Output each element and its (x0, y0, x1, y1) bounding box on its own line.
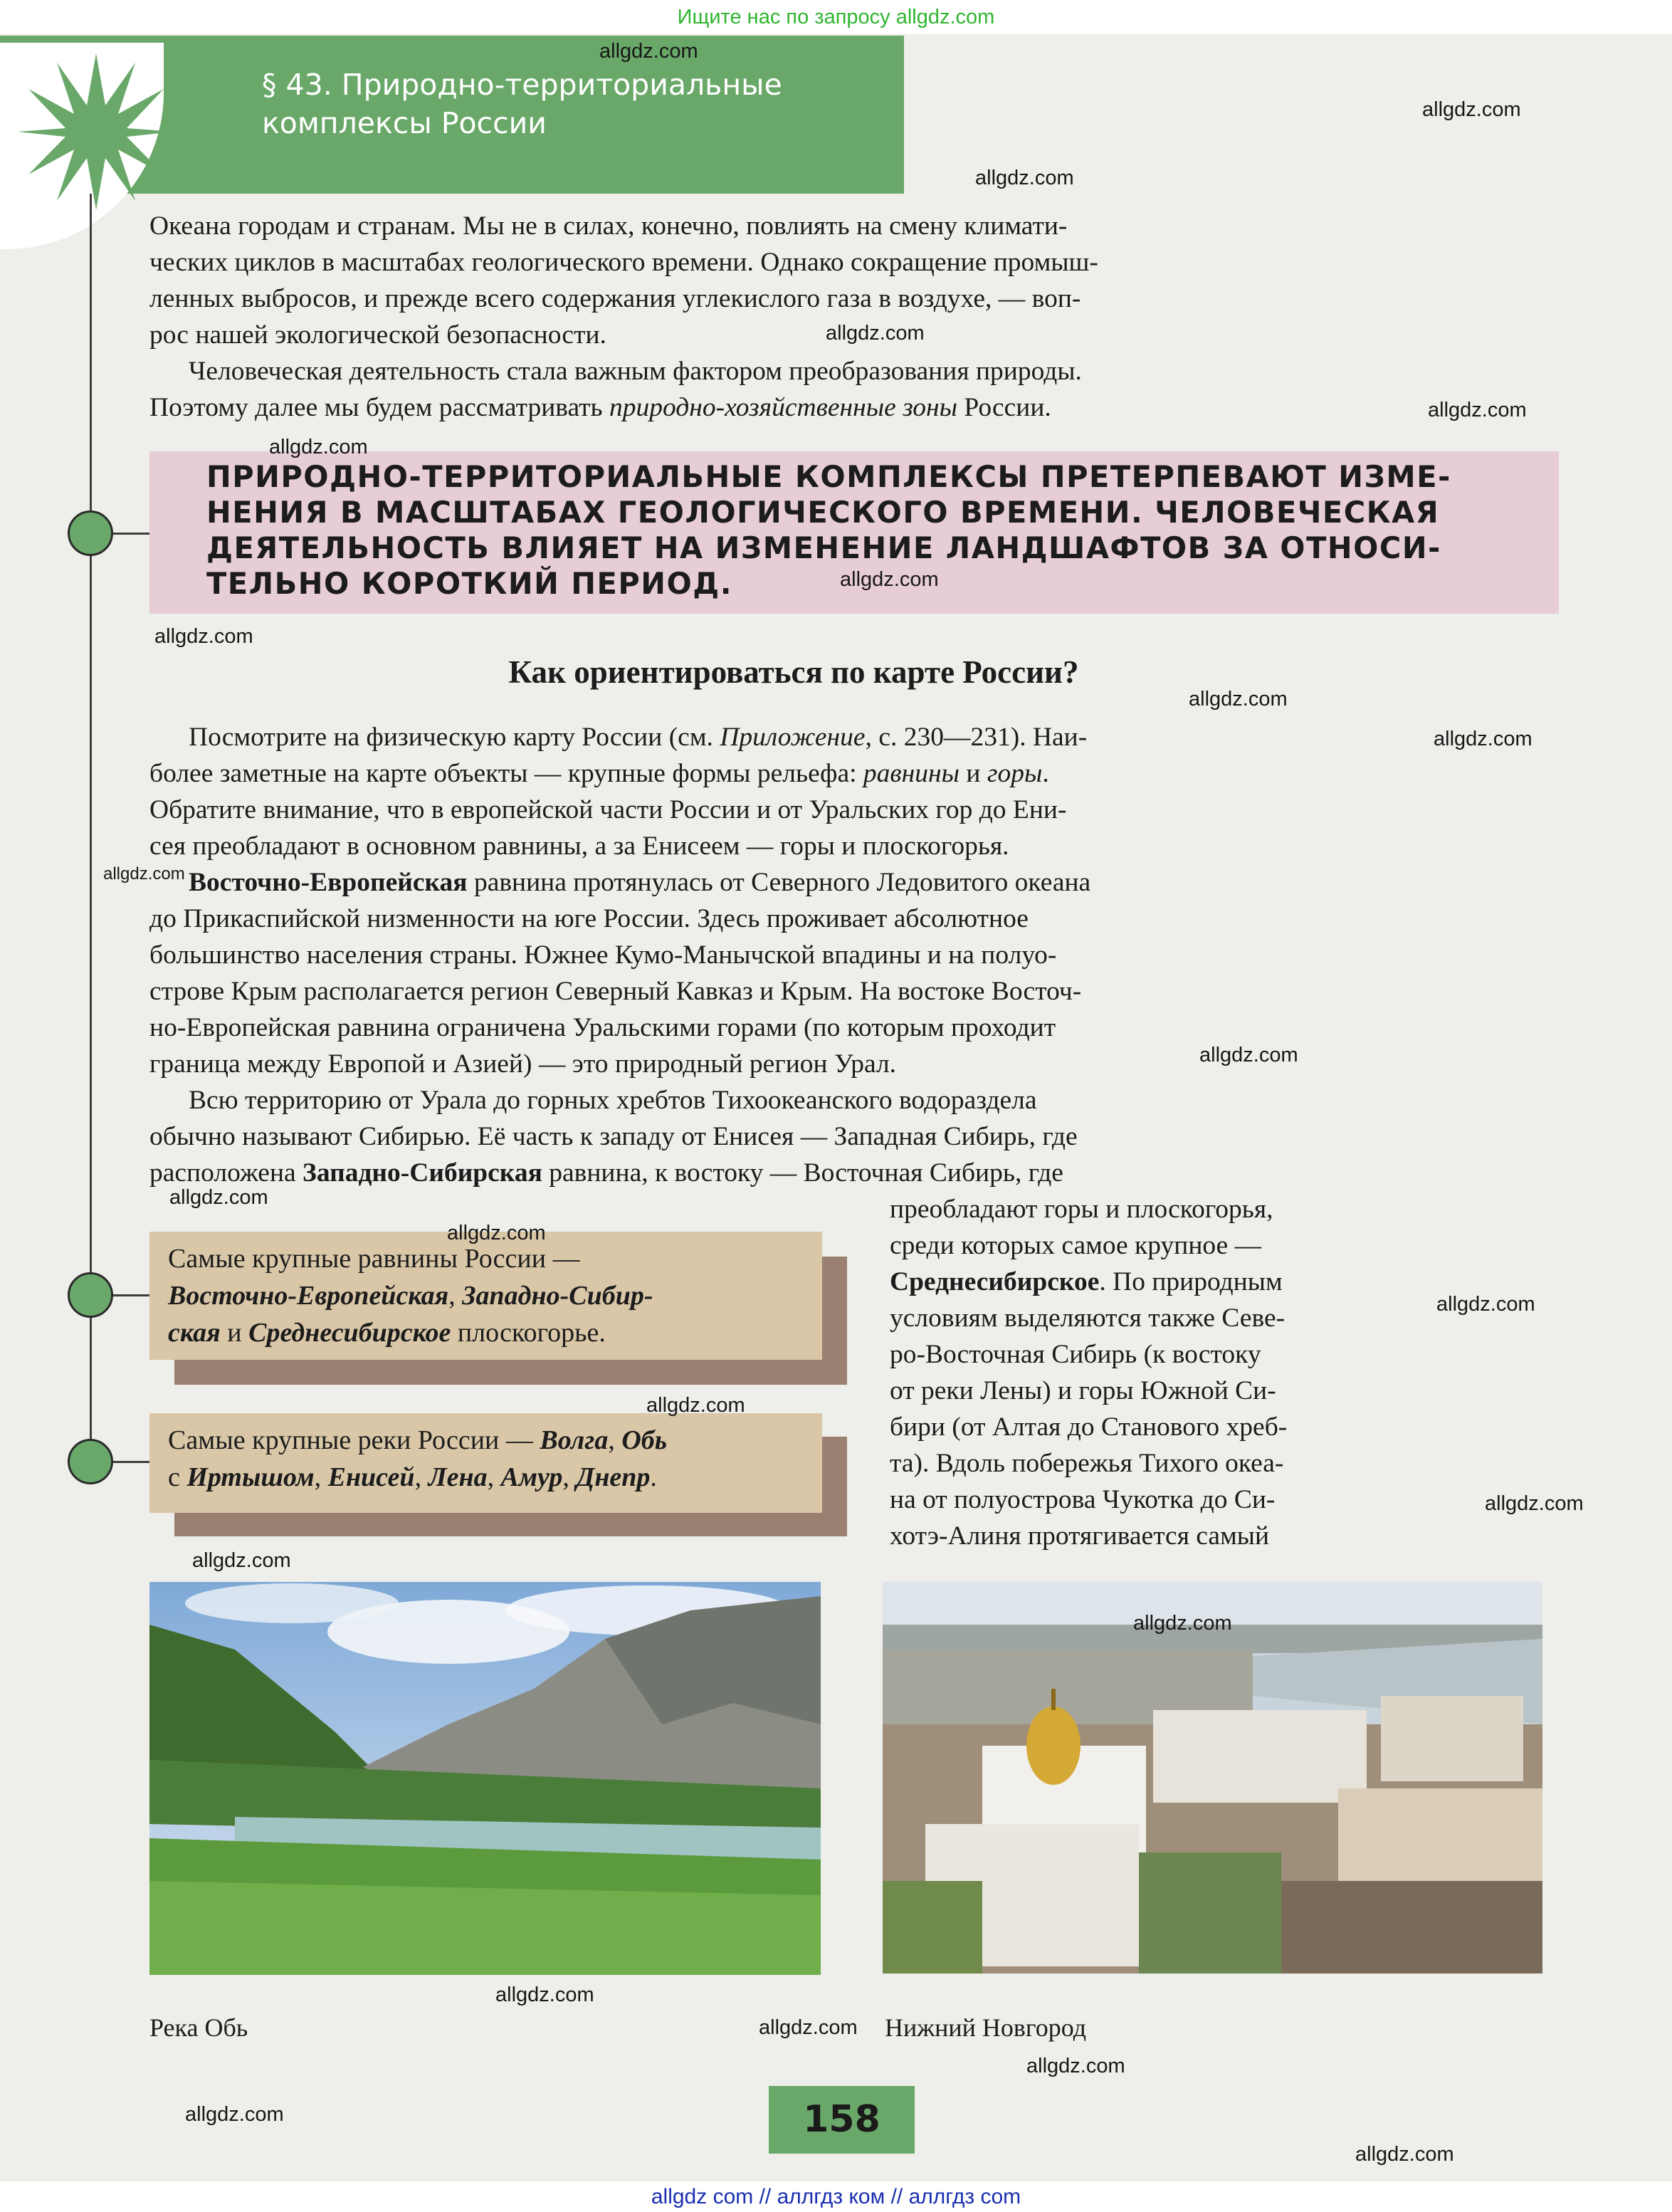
text-line: бири (от Алтая до Станового хреб- (890, 1412, 1288, 1442)
watermark-text: allgdz.com (646, 1394, 745, 1417)
chapter-title (262, 65, 782, 142)
text-line (890, 1264, 1438, 1300)
note-plains-text (168, 1240, 809, 1351)
watermark-text: allgdz.com (1485, 1492, 1584, 1515)
text-line (149, 389, 1438, 426)
text-span: , (487, 1462, 501, 1492)
text-line: рос нашей экологической безопасности. (149, 320, 606, 350)
text-span: расположена (149, 1158, 303, 1188)
text-line: ленных выбросов, и прежде всего содержания углекислого газа в воздухе, — воп- (149, 284, 1081, 313)
bullet-dot-icon (68, 1272, 113, 1318)
paragraph-3 (149, 719, 1438, 864)
text-line: ДЕЯТЕЛЬНОСТЬ ВЛИЯЕТ НА ИЗМЕНЕНИЕ ЛАНДШАФТОВ ЗА ОТНОСИ- (206, 530, 1441, 565)
section-heading: Как ориентироваться по карте России? (508, 654, 1079, 690)
text-line: Океана городам и странам. Мы не в силах, конечно, повлиять на смену климати- (149, 211, 1068, 241)
bold-term: Западно-Сибирская (303, 1158, 542, 1188)
text-line: Человеческая деятельность стала важным фактором преобразования природы. (189, 357, 1082, 386)
watermark-text: allgdz.com (154, 625, 253, 648)
text-line: Самые крупные равнины России — (168, 1244, 580, 1274)
text-line: ро-Восточная Сибирь (к востоку (890, 1340, 1261, 1369)
watermark-text: allgdz.com (599, 40, 698, 63)
bold-italic-term: Амур (500, 1462, 563, 1492)
text-line: та). Вдоль побережья Тихого океа- (890, 1449, 1284, 1478)
photo-nizhny-novgorod (883, 1582, 1542, 1973)
bold-italic-term: Днепр (576, 1462, 651, 1492)
text-line (168, 1314, 809, 1351)
text-span: , (414, 1462, 428, 1492)
text-line: Всю территорию от Урала до горных хребтов Тихоокеанского водораздела (189, 1086, 1037, 1115)
paragraph-5-right-column (890, 1191, 1438, 1554)
text-span: , (448, 1281, 463, 1311)
bold-italic-term: Западно-Сибир- (462, 1281, 653, 1311)
text-line: ПРИРОДНО-ТЕРРИТОРИАЛЬНЫЕ КОМПЛЕКСЫ ПРЕТЕРПЕВАЮТ ИЗМЕ- (206, 459, 1451, 494)
text-span: и (220, 1318, 249, 1348)
watermark-text: allgdz.com (759, 2016, 858, 2039)
bold-italic-term: Восточно-Европейская (168, 1281, 449, 1311)
bold-italic-term: Обь (621, 1425, 668, 1455)
text-line: преобладают горы и плоскогорья, (890, 1195, 1273, 1224)
star-emblem-icon (14, 50, 178, 214)
watermark-text: allgdz.com (975, 167, 1074, 189)
caption-nizhny-novgorod: Нижний Новгород (885, 2013, 1087, 2042)
watermark-text: allgdz.com (1026, 2055, 1125, 2077)
text-line: строве Крым располагается регион Северный Кавказ и Крым. На востоке Восточ- (149, 977, 1082, 1006)
left-guide-line (90, 194, 92, 1461)
text-line (149, 864, 1438, 901)
watermark-text: allgdz.com (1189, 688, 1288, 711)
page-number: 158 (769, 2086, 915, 2154)
bold-italic-term: Лена (428, 1462, 488, 1492)
italic-term: горы (987, 759, 1043, 788)
text-line (149, 755, 1438, 792)
text-span: России. (957, 393, 1051, 422)
text-line: граница между Европой и Азией) — это природный регион Урал. (149, 1049, 897, 1079)
text-line (168, 1459, 809, 1496)
text-line (168, 1422, 809, 1459)
text-line: среди которых самое крупное — (890, 1231, 1262, 1260)
text-span: и (959, 759, 987, 788)
watermark-text: allgdz.com (495, 1983, 594, 2006)
bold-italic-term: Среднесибирское (248, 1318, 451, 1348)
watermark-text: allgdz.com (1199, 1044, 1298, 1066)
text-span: равнина протянулась от Северного Ледовитого океана (467, 868, 1091, 897)
watermark-text: allgdz.com (269, 436, 368, 458)
bold-italic-term: ская (168, 1318, 221, 1348)
text-span: Самые крупные реки России — (168, 1425, 540, 1455)
text-line: на от полуострова Чукотка до Си- (890, 1485, 1276, 1514)
bold-term: Восточно-Европейская (189, 868, 468, 897)
photo-ob-river (149, 1582, 821, 1975)
paragraph-5 (149, 1082, 1438, 1191)
text-line (149, 719, 1438, 755)
text-span: равнина, к востоку — Восточная Сибирь, где (542, 1158, 1063, 1188)
note-rivers-text (168, 1422, 809, 1496)
text-span: , (562, 1462, 577, 1492)
text-span: , (314, 1462, 328, 1492)
italic-term: Приложение (720, 723, 866, 752)
text-span: . По природным (1099, 1267, 1283, 1296)
bottom-banner[interactable]: allgdz com // аллгдз ком // аллгдз com (0, 2181, 1672, 2212)
watermark-text: allgdz.com (840, 568, 939, 591)
watermark-text: allgdz.com (1436, 1293, 1535, 1316)
watermark-text: allgdz.com (1133, 1612, 1232, 1635)
text-line: большинство населения страны. Южнее Кумо-Манычской впадины и на полуо- (149, 940, 1057, 970)
watermark-text: allgdz.com (1428, 399, 1527, 421)
text-line (168, 1277, 809, 1314)
text-line: до Прикаспийской низменности на юге России. Здесь проживает абсолютное (149, 904, 1029, 933)
watermark-text: allgdz.com (447, 1222, 546, 1244)
text-line: от реки Лены) и горы Южной Си- (890, 1376, 1276, 1405)
text-span: . (1042, 759, 1049, 788)
bold-italic-term: Иртышом (186, 1462, 315, 1492)
text-span: , (608, 1425, 622, 1455)
text-line: НЕНИЯ В МАСШТАБАХ ГЕОЛОГИЧЕСКОГО ВРЕМЕНИ. ЧЕЛОВЕЧЕСКАЯ (206, 495, 1440, 530)
italic-term: природно-хозяйственные зоны (609, 393, 958, 422)
watermark-text: allgdz.com (1434, 728, 1532, 750)
text-line (149, 1155, 1438, 1191)
watermark-text: allgdz.com (169, 1186, 268, 1209)
text-line: ческих циклов в масштабах геологического времени. Однако сокращение промыш- (149, 248, 1098, 277)
text-line: сея преобладают в основном равнины, а за Енисеем — горы и плоскогорья. (149, 832, 1009, 861)
bullet-dot-icon (68, 1439, 113, 1484)
chapter-title-line-1: § 43. Природно-территориальные (262, 68, 782, 102)
text-line: Обратите внимание, что в европейской части России и от Уральских гор до Ени- (149, 795, 1067, 824)
top-banner[interactable]: Ищите нас по запросу allgdz.com (0, 0, 1672, 34)
watermark-text: allgdz.com (1422, 98, 1521, 121)
text-line: хотэ-Алиня протягивается самый (890, 1521, 1270, 1551)
italic-term: равнины (863, 759, 960, 788)
bullet-dot-icon (68, 510, 113, 556)
text-line: условиям выделяются также Севе- (890, 1304, 1285, 1333)
bold-italic-term: Енисей (327, 1462, 415, 1492)
paragraph-1 (149, 208, 1438, 353)
text-span: с (168, 1462, 187, 1492)
watermark-text: allgdz.com (192, 1549, 291, 1572)
watermark-text: allgdz.com (103, 864, 185, 884)
text-span: более заметные на карте объекты — крупные формы рельефа: (149, 759, 863, 788)
paragraph-2 (149, 353, 1438, 426)
text-span: Поэтому далее мы будем рассматривать (149, 393, 610, 422)
text-line: ТЕЛЬНО КОРОТКИЙ ПЕРИОД. (206, 566, 732, 601)
text-span: , с. 230—231). Наи- (865, 723, 1088, 752)
chapter-title-line-2: комплексы России (262, 106, 547, 140)
text-span: Посмотрите на физическую карту России (см. (189, 723, 720, 752)
text-line: но-Европейская равнина ограничена Уральскими горами (по которым проходит (149, 1013, 1056, 1042)
text-line: обычно называют Сибирью. Её часть к западу от Енисея — Западная Сибирь, где (149, 1122, 1078, 1151)
bold-italic-term: Волга (540, 1425, 609, 1455)
caption-ob-river: Река Обь (149, 2013, 248, 2042)
watermark-text: allgdz.com (185, 2103, 284, 2126)
text-span: плоскогорье. (451, 1318, 606, 1348)
bold-term: Среднесибирское (890, 1267, 1100, 1296)
text-span: . (650, 1462, 657, 1492)
watermark-text: allgdz.com (826, 322, 925, 345)
watermark-text: allgdz.com (1355, 2143, 1454, 2166)
